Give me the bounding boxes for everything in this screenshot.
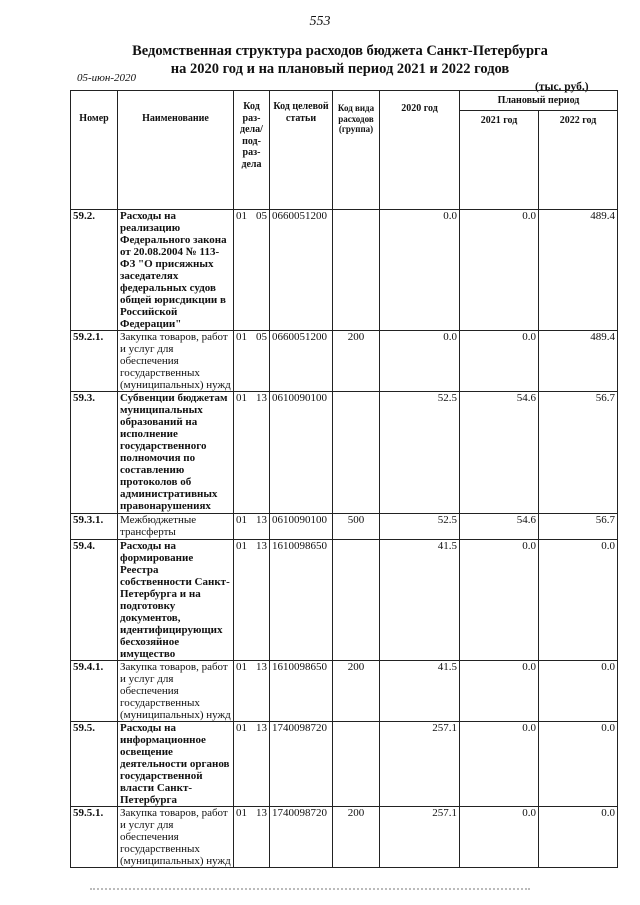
row-target-code: 1740098720: [270, 722, 333, 807]
row-value-2020: 0.0: [380, 331, 460, 392]
row-section: 01: [236, 722, 247, 734]
row-value-2020: 257.1: [380, 807, 460, 868]
row-name: Межбюджетные трансферты: [118, 514, 234, 540]
row-value-2020: 41.5: [380, 661, 460, 722]
header-name: Наименование: [118, 91, 234, 210]
table-row: [71, 514, 618, 540]
row-section: 01: [236, 661, 247, 673]
row-target-code: 1610098650: [270, 661, 333, 722]
row-value-2021: 0.0: [460, 540, 539, 661]
row-section: 01: [236, 514, 247, 526]
row-section-code: [234, 514, 270, 540]
row-name: Закупка товаров, работ и услуг для обеспечения государственных (муниципальных) нужд: [118, 661, 234, 722]
row-value-2022: 489.4: [539, 210, 618, 331]
row-name: Расходы на реализацию Федерального закона от 20.08.2004 № 113-ФЗ "О присяжных заседателях федеральных судов общей юрисдикции в Российской Федерации": [118, 210, 234, 331]
row-value-2021: 0.0: [460, 722, 539, 807]
header-2020: 2020 год: [380, 91, 460, 210]
row-section-code: [234, 392, 270, 514]
row-expense-type: 200: [333, 661, 380, 722]
row-subsection: 13: [256, 807, 267, 819]
row-subsection: 05: [256, 331, 267, 343]
row-number: 59.2.1.: [71, 331, 118, 392]
row-target-code: 0610090100: [270, 392, 333, 514]
row-expense-type: 200: [333, 807, 380, 868]
header-section-code: Код раз-дела/ под-раз-дела: [234, 91, 270, 210]
row-name: Расходы на информационное освещение деятельности органов государственной власти Санкт-Петербурга: [118, 722, 234, 807]
row-value-2021: 54.6: [460, 392, 539, 514]
row-section: 01: [236, 210, 247, 222]
page-number: 553: [309, 14, 331, 29]
row-subsection: 13: [256, 392, 267, 404]
row-target-code: 0660051200: [270, 210, 333, 331]
row-section: 01: [236, 392, 247, 404]
row-value-2020: 0.0: [380, 210, 460, 331]
header-2022: 2022 год: [539, 111, 618, 210]
row-expense-type: [333, 722, 380, 807]
row-section-code: [234, 540, 270, 661]
row-value-2021: 0.0: [460, 661, 539, 722]
row-expense-type: [333, 540, 380, 661]
header-target-code: Код целевой статьи: [270, 91, 333, 210]
row-value-2022: 0.0: [539, 661, 618, 722]
row-value-2022: 0.0: [539, 807, 618, 868]
header-planned-period: Плановый период: [460, 91, 618, 111]
table-row: [71, 661, 618, 722]
row-expense-type: 500: [333, 514, 380, 540]
row-value-2021: 0.0: [460, 331, 539, 392]
header-expense-type: Код вида расходов (группа): [333, 91, 380, 210]
row-target-code: 1740098720: [270, 807, 333, 868]
row-value-2021: 54.6: [460, 514, 539, 540]
row-section-code: [234, 210, 270, 331]
document-title: [60, 42, 620, 78]
row-value-2020: 257.1: [380, 722, 460, 807]
row-section-code: [234, 807, 270, 868]
table-row: [71, 540, 618, 661]
row-value-2022: 0.0: [539, 540, 618, 661]
row-subsection: 05: [256, 210, 267, 222]
row-target-code: 1610098650: [270, 540, 333, 661]
table-row: [71, 392, 618, 514]
table-row: [71, 331, 618, 392]
row-section: 01: [236, 540, 247, 552]
row-name: Закупка товаров, работ и услуг для обеспечения государственных (муниципальных) нужд: [118, 331, 234, 392]
row-value-2020: 52.5: [380, 514, 460, 540]
title-line-1: Ведомственная структура расходов бюджета Санкт-Петербурга: [132, 43, 548, 59]
table-row: [71, 210, 618, 331]
table-row: [71, 722, 618, 807]
title-line-2: на 2020 год и на плановый период 2021 и 2022 годов: [170, 61, 510, 77]
row-subsection: 13: [256, 661, 267, 673]
row-target-code: 0610090100: [270, 514, 333, 540]
scan-artifact: [90, 888, 530, 896]
row-section-code: [234, 661, 270, 722]
row-number: 59.5.1.: [71, 807, 118, 868]
row-value-2021: 0.0: [460, 210, 539, 331]
row-number: 59.3.: [71, 392, 118, 514]
units-label: (тыс. руб.): [535, 81, 589, 93]
row-number: 59.4.: [71, 540, 118, 661]
row-value-2020: 41.5: [380, 540, 460, 661]
row-section-code: [234, 722, 270, 807]
row-subsection: 13: [256, 722, 267, 734]
row-number: 59.4.1.: [71, 661, 118, 722]
row-expense-type: [333, 392, 380, 514]
row-value-2020: 52.5: [380, 392, 460, 514]
row-subsection: 13: [256, 514, 267, 526]
header-2021: 2021 год: [460, 111, 539, 210]
row-section-code: [234, 331, 270, 392]
header-number: Номер: [71, 91, 118, 210]
row-target-code: 0660051200: [270, 331, 333, 392]
row-subsection: 13: [256, 540, 267, 552]
row-value-2022: 56.7: [539, 514, 618, 540]
row-name: Закупка товаров, работ и услуг для обеспечения государственных (муниципальных) нужд: [118, 807, 234, 868]
table-row: [71, 807, 618, 868]
row-expense-type: 200: [333, 331, 380, 392]
row-value-2021: 0.0: [460, 807, 539, 868]
row-number: 59.3.1.: [71, 514, 118, 540]
row-value-2022: 0.0: [539, 722, 618, 807]
row-name: Субвенции бюджетам муниципальных образований на исполнение государственного полномочия по составлению протоколов об административных правонарушениях: [118, 392, 234, 514]
row-name: Расходы на формирование Реестра собственности Санкт-Петербурга и на подготовку документов, идентифицирующих бесхозяйное имущество: [118, 540, 234, 661]
budget-table: [70, 90, 618, 868]
document-date: 05-июн-2020: [77, 72, 137, 84]
row-number: 59.2.: [71, 210, 118, 331]
row-value-2022: 56.7: [539, 392, 618, 514]
row-number: 59.5.: [71, 722, 118, 807]
row-value-2022: 489.4: [539, 331, 618, 392]
row-expense-type: [333, 210, 380, 331]
row-section: 01: [236, 331, 247, 343]
row-section: 01: [236, 807, 247, 819]
